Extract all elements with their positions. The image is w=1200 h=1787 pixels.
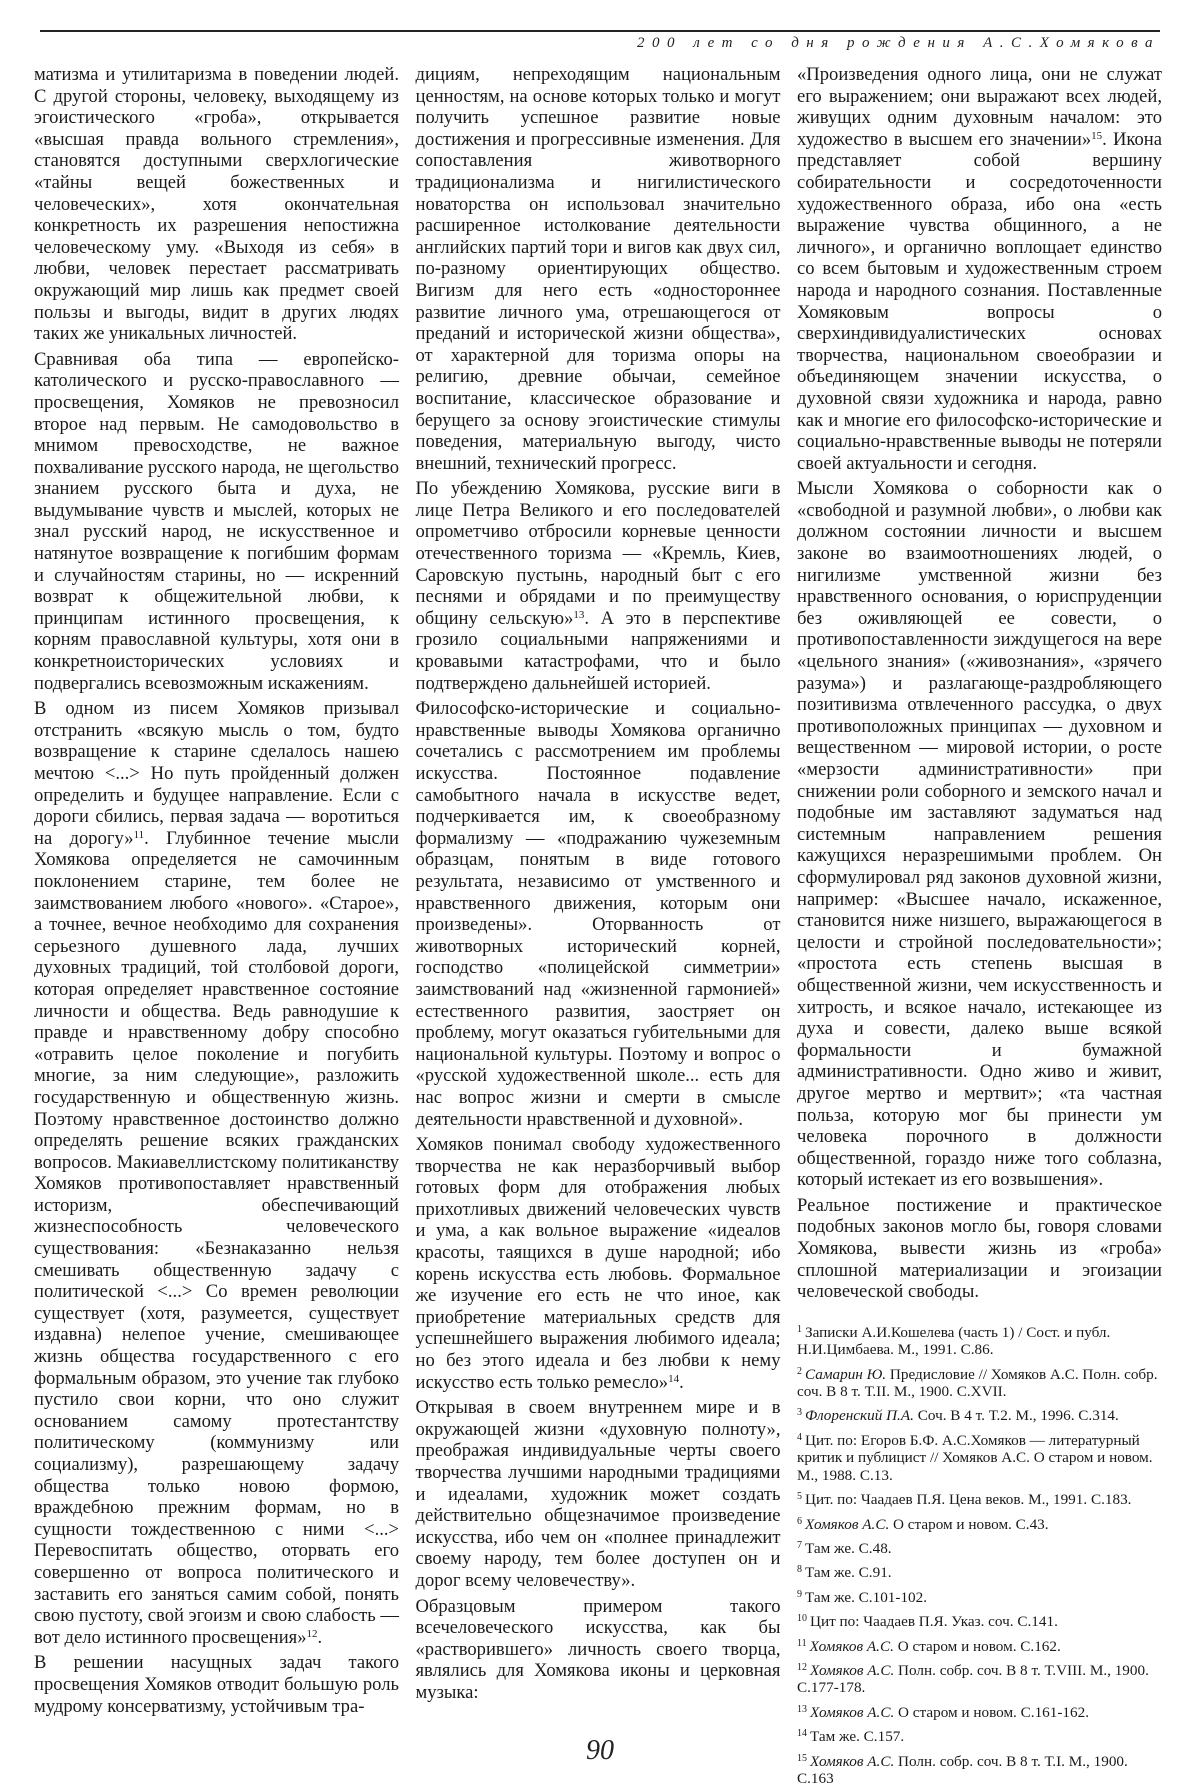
column-1 [34, 64, 400, 1717]
footnote-number: 3 [797, 1407, 802, 1419]
footnote-number: 11 [797, 1637, 807, 1649]
column-3 [797, 64, 1162, 1787]
footnote [797, 1635, 1162, 1655]
footnote-text: Там же. С.91. [805, 1564, 892, 1582]
page-number: 90 [586, 1735, 614, 1766]
paragraph: дициям, непреходящим национальным ценностям, на основе которых только и могут получить успешное развитие новые достижения и прогрессивные изменения. Для сопоставления животворного традиционализма и нигилистического новаторства он использовал значительно расширенное истолкование деятельности английских партий тори и вигов как двух сил, по-разному ориентирующих общество. Вигизм для него есть «одностороннее развитие личного ума, отрешающегося от преданий и исторической жизни общества», от характерной для торизма опоры на религию, древние обычаи, семейное воспитание, классическое образование и берущего за основу эгоистические стимулы поведения, материальную выгоду, чисто внешний, технический прогресс. [415, 64, 781, 474]
footnote-number: 15 [797, 1752, 807, 1764]
paragraph: Открывая в своем внутреннем мире и в окружающей жизни «духовную полноту», преображая индивидуальные черты своего творчества лучшими народными традициями и идеалами, художник может создать действительно общезначимое произведение искусства, ибо чем он «полнее принадлежит своему народу, тем более доступен он и дорог всему человечеству». [415, 1397, 781, 1591]
footnote-text: Предисловие // Хомяков А.С. Полн. собр. соч. В 8 т. Т.II. М., 1900. С.XVII. [797, 1365, 1158, 1401]
paragraph-text: «Произведения одного лица, они не служат его выражением; они выражают всех людей, живущих одним духовным началом: это художество в высшем его значении» [797, 64, 1162, 150]
article-body [34, 64, 1162, 1787]
paragraph-text: По убеждению Хомякова, русские виги в лице Петра Великого и его последователей опрометчиво отбросили корневые ценности отечественного торизма — «Кремль, Киев, Саровскую пустынь, народный быт с его песнями и обрядами и по преимуществу общину сельскую» [415, 478, 781, 629]
footnotes [797, 1321, 1162, 1787]
footnote-number: 14 [797, 1728, 807, 1740]
footnote-author: Хомяков А.С. [810, 1703, 895, 1721]
footnote [797, 1429, 1162, 1484]
paragraph-text: . Икона представляет собой вершину собирательности и сосредоточенности художественного образа, ибо она «есть выражение чувства общинного, а не личного», и органично воплощает единство со всем бытовым и художественным строем народа и народного сознания. Поставленные Хомяковым вопросы о сверхиндивидуалистических основах творчества, национальном своеобразии и объединяющем значении искусства, о духовной связи художника и народа, равно как и многие его философско-исторические и социально-нравственные выводы не потеряли своей актуальности и сегодня. [797, 128, 1162, 474]
footnote-number: 9 [797, 1588, 802, 1600]
paragraph-text: В одном из писем Хомяков призывал отстранить «всякую мысль о том, будто возвращение к старине сделалось нашею мечтою <...> Но путь пройденный должен определить и будущее направление. Если с дороги сбились, первая задача — воротиться на дорогу» [34, 698, 399, 849]
running-head [40, 30, 1160, 62]
footnote-number: 2 [797, 1365, 802, 1377]
paragraph [797, 64, 1162, 474]
footnote-ref: 12 [306, 1627, 318, 1640]
footnote-author: Флоренский П.А. [805, 1407, 914, 1425]
footnote-text: О старом и новом. С.161-162. [894, 1703, 1089, 1721]
footnote-ref: 15 [1091, 129, 1103, 142]
footnote-text: Полн. собр. соч. В 8 т. Т.VIII. М., 1900. С.177-178. [797, 1661, 1149, 1697]
footnote-number: 12 [797, 1661, 807, 1673]
footnote-number: 10 [797, 1613, 807, 1625]
footnote-author: Хомяков А.С. [809, 1637, 894, 1655]
footnote-number: 8 [797, 1564, 802, 1576]
running-head-title: 200 лет со дня рождения А.С.Хомякова [636, 35, 1160, 51]
footnote [797, 1363, 1162, 1401]
footnote [797, 1659, 1162, 1697]
paragraph [416, 478, 781, 694]
footnote-number: 6 [797, 1515, 802, 1527]
footnote [797, 1586, 1162, 1606]
paragraph: Реальное постижение и практическое подобных законов могло бы, говоря словами Хомякова, вывести жизнь из «гроба» сплошной материализации и эгоизации человеческой свободы. [797, 1194, 1162, 1303]
footnote [797, 1701, 1162, 1721]
footnote [797, 1537, 1162, 1557]
footnote-ref: 14 [668, 1372, 680, 1385]
paragraph: Мысли Хомякова о соборности как о «свободной и разумной любви», о любви как должном состоянии личности и высшем законе во взаимоотношениях людей, о нигилизме умственной жизни без нравственного основания, о юриспруденции без оживляющей ее совести, о противопоставленности зиждущегося на вере «цельного знания» («живознания», «зрячего разума») и разлагающе-раздробляющего позитивизма отвлеченного рассудка, о двух противоположных принципах — духовном и вещественном — мировой истории, о росте «мерзости административности» при снижении роли соборного и земского начал и подобные им заставляют задуматься над системным направлением решения кажущихся неразрешимыми проблем. Он сформулировал ряд законов духовной жизни, например: «Высшее начало, искаженное, становится ниже низшего, выражающегося в целости и стройной последовательности»; «простота есть степень высшая в общественной жизни, чем искусственность и хитрость, и всякое начало, истекающее из духа и совести, далеко выше всякой формальности и бумажной административности. Одно живо и живит, другое мертво и мертвит»; «та частная польза, которую мог бы принести ум человека порочного в должности общественной, гораздо ниже того соблазна, который истекает из его возвышения». [797, 478, 1162, 1191]
footnote-text: Там же. С.157. [810, 1728, 905, 1746]
footnote-ref: 13 [573, 608, 585, 621]
footnote-text: О старом и новом. С.162. [893, 1637, 1061, 1655]
footnote-text: Цит по: Чаадаев П.Я. Указ. соч. С.141. [810, 1613, 1058, 1631]
footnote-ref: 11 [133, 828, 145, 841]
footnote [797, 1404, 1162, 1424]
footnote-author: Хомяков А.С. [805, 1515, 890, 1533]
footnote [797, 1321, 1162, 1359]
paragraph-text: . Глубинное течение мысли Хомякова определяется не самочинным поклонением старине, тем более не заимствованием любого «нового». «Старое», а точнее, вечное необходимо для сохранения серьезного душевного лада, лучших духовных традиций, той столбовой дороги, которая определяет нравственное состояние личности и общества. Ведь равнодушие к правде и нравственному добру способно «отравить целое поколение и погубить многие, за ним следующие», разложить государственную и общественную жизнь. Поэтому нравственное достоинство должно определять решение всяких гражданских вопросов. Макиавеллистскому политиканству Хомяков противопоставляет нравственный историзм, обеспечивающий жизнеспособность человеческого существования: «Безнаказанно нельзя смешивать общественную задачу с политической <...> Со времен революции существует (хотя, разумеется, существует издавна) нелепое учение, смешивающее жизнь общества государственного с его формальным образом, это учение так глубоко пустило свои корни, что оно служит основанием самому протестантству политическому (коммунизму или социализму), разрешающему задачу общества только новою формою, враждебною прежним формам, но в сущности тождественною с ними <...> Перевоспитать общество, оторвать его совершенно от вопроса политического и заставить его заняться самим собой, понять свою пустоту, свой эгоизм и свою слабость — вот дело истинного просвещения» [34, 827, 400, 1648]
footnote-author: Самарин Ю. [805, 1365, 887, 1383]
footnote-text: Полн. собр. соч. В 8 т. Т.I. М., 1900. С.163 [797, 1752, 1128, 1787]
footnote-number: 4 [797, 1431, 802, 1443]
paragraph: Философско-исторические и социально-нравственные выводы Хомякова органично сочетались с рассмотрением им проблемы искусства. Постоянное подавление самобытного начала в искусстве ведет, подчеркивается им, к своеобразному формализму — «подражанию чужеземным образцам, понятым в виде готового результата, независимо от умственного и нравственного движения, которым они произведены». Оторванность от животворных исторический корней, господство «полицейской симметрии» заимствований над «жизненной гармонией» естественного развития, заостряет он проблему, могут оказаться губительными для национальной культуры. Поэтому и вопрос о «русской художественной школе... есть для нас вопрос жизни и смерти в смысле деятельности нравственной и духовной». [415, 698, 781, 1130]
footnote-number: 5 [797, 1491, 802, 1503]
paragraph-text: . [317, 1626, 323, 1648]
footnote [797, 1610, 1162, 1630]
footnote-number: 7 [797, 1539, 802, 1551]
footnote-text: Там же. С.48. [805, 1539, 892, 1557]
footnote-text: Там же. С.101-102. [805, 1588, 928, 1606]
footnote-author: Хомяков А.С. [810, 1752, 895, 1770]
paragraph [34, 698, 399, 1648]
paragraph-text: Хомяков понимал свободу художественного творчества не как неразборчивый выбор готовых форм для отображения любых прихотливых движений человеческих чувств и ума, а как вольное выражение «идеалов красоты, таящихся в душе народной; ибо корень искусства есть любовь. Формальное же изучение его есть не что иное, как приобретение материальных средств для успешнейшего выражения любимого идеала; но без этого идеала и без любви к нему искусство есть только ремесло» [415, 1134, 781, 1393]
footnote-text: О старом и новом. С.43. [889, 1515, 1049, 1533]
paragraph-text: . [679, 1371, 684, 1393]
footnote-text: Цит. по: Егоров Б.Ф. А.С.Хомяков — литературный критик и публицист // Хомяков А.С. О старом и новом. М., 1988. С.13. [797, 1431, 1153, 1484]
footnote [797, 1561, 1162, 1581]
paragraph: В решении насущных задач такого просвещения Хомяков отводит большую роль мудрому консерватизму, устойчивым тра- [34, 1652, 399, 1717]
footnote-number: 1 [797, 1323, 802, 1335]
paragraph [416, 1134, 781, 1393]
footnote-text: Цит. по: Чаадаев П.Я. Цена веков. М., 1991. С.183. [805, 1491, 1132, 1509]
paragraph: Образцовым примером такого всечеловеческого искусства, как бы «растворившего» личность своего творца, являлись для Хомякова иконы и церковная музыка: [415, 1595, 781, 1703]
footnote-author: Хомяков А.С. [810, 1661, 895, 1679]
footnote-number: 13 [797, 1703, 807, 1715]
footnote [797, 1513, 1162, 1533]
footnote [797, 1488, 1162, 1508]
paragraph: Сравнивая оба типа — европейско-католического и русско-православного — просвещения, Хомяков не превозносил второе над первым. Не самодовольство в мнимом превосходстве, не важное похваливание русского народа, не щегольство знанием русского быта и духа, не выдумывание чувств и мыслей, которых не знал русский народ, не искусственное и натянутое возвращение к погибшим формам и случайностям старины, но — искренний возврат к общежительной любви, к принципам истинного просвещения, к корням православной культуры, хотя они в конкретноисторических условиях и подвергались всевозможным искажениям. [34, 348, 399, 694]
column-2 [416, 64, 781, 1704]
paragraph: матизма и утилитаризма в поведении людей. С другой стороны, человеку, выходящему из эгоистического «гроба», открывается «высшая правда вольного стремления», становятся доступными сверхлогические «тайны вещей божественных и человеческих», хотя окончательная конкретность их разрешения непостижна человеческому уму. «Выходя из себя» в любви, человек перестает рассматривать окружающий мир лишь как предмет своей пользы и выгоды, видит в других людях таких же уникальных личностей. [34, 64, 399, 345]
footnote-text: Соч. В 4 т. Т.2. М., 1996. С.314. [913, 1407, 1119, 1425]
paragraph-text: . А это в перспективе грозило социальными напряжениями и кровавыми катастрофами, что и было подтверждено дальнейшей историей. [415, 607, 781, 694]
footnote-text: Записки А.И.Кошелева (часть 1) / Сост. и публ. Н.И.Цимбаева. М., 1991. С.86. [797, 1323, 1111, 1359]
